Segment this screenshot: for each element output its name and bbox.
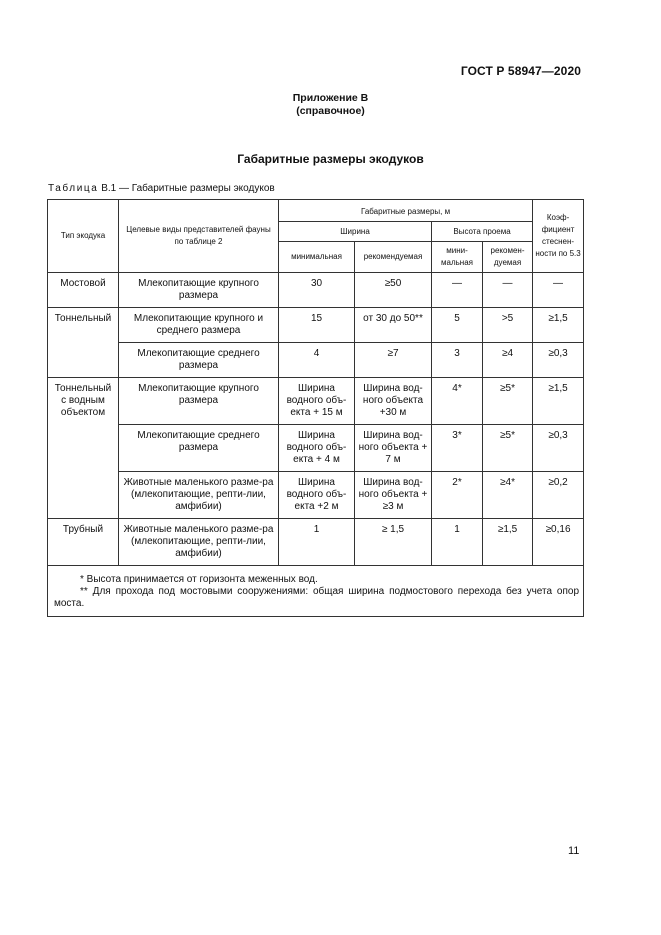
height-min-cell: 3* xyxy=(432,425,483,472)
fauna-cell: Млекопитающие крупного размера xyxy=(119,378,279,425)
coefficient-cell: ≥0,3 xyxy=(533,343,584,378)
width-min-cell: 1 xyxy=(279,519,355,566)
type-cell: Тоннельный xyxy=(48,308,119,378)
header-height: Высота проема xyxy=(432,222,533,242)
width-min-cell: 30 xyxy=(279,273,355,308)
height-min-cell: 1 xyxy=(432,519,483,566)
table-caption-text: В.1 — Габаритные размеры экодуков xyxy=(98,183,275,194)
header-type: Тип экодука xyxy=(48,200,119,273)
table-row xyxy=(48,472,584,519)
table-row xyxy=(48,343,584,378)
coefficient-cell: ≥0,3 xyxy=(533,425,584,472)
header-width-rec: рекомендуемая xyxy=(355,242,432,273)
fauna-cell: Млекопитающие крупного и среднего размера xyxy=(119,308,279,343)
height-rec-cell: ≥5* xyxy=(483,378,533,425)
appendix-subtitle: (справочное) xyxy=(296,105,365,117)
width-min-cell: 15 xyxy=(279,308,355,343)
header-height-rec: рекомен-дуемая xyxy=(483,242,533,273)
height-min-cell: 2* xyxy=(432,472,483,519)
table-caption-prefix: Таблица xyxy=(48,183,99,194)
height-min-cell: 3 xyxy=(432,343,483,378)
coefficient-cell: — xyxy=(533,273,584,308)
width-min-cell: Ширина водного объ-екта +2 м xyxy=(279,472,355,519)
note-2: ** Для прохода под мостовыми сооружениями: общая ширина подмостового перехода без учета опор моста. xyxy=(54,586,580,609)
table-row xyxy=(48,273,584,308)
fauna-cell: Млекопитающие среднего размера xyxy=(119,343,279,378)
table-caption xyxy=(48,183,275,194)
coefficient-cell: ≥0,16 xyxy=(533,519,584,566)
header-height-min: мини-мальная xyxy=(432,242,483,273)
header-dimensions: Габаритные размеры, м xyxy=(279,200,533,222)
fauna-cell: Млекопитающие среднего размера xyxy=(119,425,279,472)
page-number: 11 xyxy=(568,845,580,857)
type-cell: Тоннельный с водным объектом xyxy=(48,378,119,519)
appendix-heading xyxy=(0,92,661,118)
fauna-cell: Млекопитающие крупного размера xyxy=(119,273,279,308)
width-rec-cell: ≥ 1,5 xyxy=(355,519,432,566)
height-rec-cell: >5 xyxy=(483,308,533,343)
width-rec-cell: Ширина вод-ного объекта +30 м xyxy=(355,378,432,425)
header-width-min: минимальная xyxy=(279,242,355,273)
height-min-cell: 5 xyxy=(432,308,483,343)
coefficient-cell: ≥0,2 xyxy=(533,472,584,519)
height-min-cell: 4* xyxy=(432,378,483,425)
type-cell: Мостовой xyxy=(48,273,119,308)
header-fauna: Целевые виды представителей фауны по таблице 2 xyxy=(119,200,279,273)
width-rec-cell: Ширина вод-ного объекта + 7 м xyxy=(355,425,432,472)
height-rec-cell: ≥4 xyxy=(483,343,533,378)
table-row xyxy=(48,378,584,425)
standard-number: ГОСТ Р 58947—2020 xyxy=(460,64,581,78)
width-rec-cell: Ширина вод-ного объекта + ≥3 м xyxy=(355,472,432,519)
height-rec-cell: ≥4* xyxy=(483,472,533,519)
height-rec-cell: ≥5* xyxy=(483,425,533,472)
table-notes xyxy=(48,566,584,617)
appendix-title: Приложение В xyxy=(292,92,369,104)
width-min-cell: Ширина водного объ-екта + 15 м xyxy=(279,378,355,425)
width-rec-cell: ≥7 xyxy=(355,343,432,378)
dimensions-table xyxy=(47,199,584,617)
header-coefficient: Коэф-фициент стеснен-ности по 5.3 xyxy=(533,200,584,273)
height-rec-cell: — xyxy=(483,273,533,308)
header-width: Ширина xyxy=(279,222,432,242)
width-rec-cell: ≥50 xyxy=(355,273,432,308)
notes-row xyxy=(48,566,584,617)
coefficient-cell: ≥1,5 xyxy=(533,308,584,343)
section-heading: Габаритные размеры экодуков xyxy=(237,152,424,166)
type-cell: Трубный xyxy=(48,519,119,566)
width-rec-cell: от 30 до 50** xyxy=(355,308,432,343)
table-row xyxy=(48,425,584,472)
table-row xyxy=(48,308,584,343)
height-min-cell: — xyxy=(432,273,483,308)
width-min-cell: 4 xyxy=(279,343,355,378)
fauna-cell: Животные маленького разме-ра (млекопитающие, репти-лии, амфибии) xyxy=(119,472,279,519)
note-1: * Высота принимается от горизонта меженных вод. xyxy=(80,574,318,585)
height-rec-cell: ≥1,5 xyxy=(483,519,533,566)
width-min-cell: Ширина водного объ-екта + 4 м xyxy=(279,425,355,472)
coefficient-cell: ≥1,5 xyxy=(533,378,584,425)
fauna-cell: Животные маленького разме-ра (млекопитающие, репти-лии, амфибии) xyxy=(119,519,279,566)
table-row xyxy=(48,519,584,566)
